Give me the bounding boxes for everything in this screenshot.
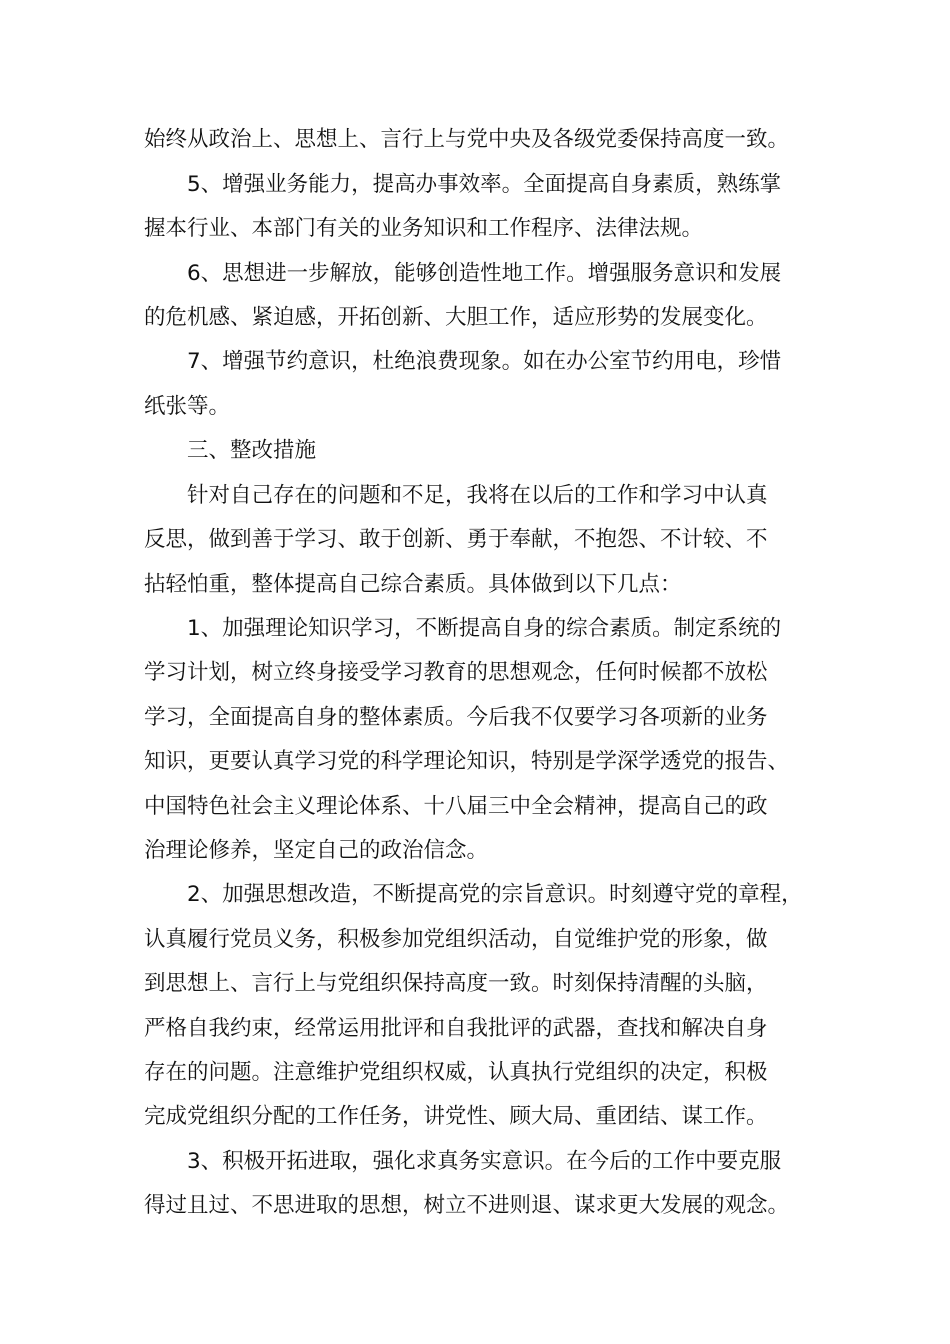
list-item-6: 6、思想进一步解放，能够创造性地工作。增强服务意识和发展 [187,261,782,286]
text-line: 治理论修养，坚定自己的政治信念。 [144,838,489,863]
text-line: 严格自我约束，经常运用批评和自我批评的武器，查找和解决自身 [144,1016,768,1041]
section-heading: 三、整改措施 [187,438,317,463]
text-line: 学习计划，树立终身接受学习教育的思想观念，任何时候都不放松 [144,660,768,685]
text-line: 到思想上、言行上与党组织保持高度一致。时刻保持清醒的头脑， [144,971,768,996]
paragraph-intro: 针对自己存在的问题和不足，我将在以后的工作和学习中认真 [187,483,768,508]
list-item-7: 7、增强节约意识，杜绝浪费现象。如在办公室节约用电，珍惜 [187,349,782,374]
list-item-1: 1、加强理论知识学习，不断提高自身的综合素质。制定系统的 [187,616,782,641]
text-line: 中国特色社会主义理论体系、十八届三中全会精神，提高自己的政 [144,794,768,819]
text-line: 完成党组织分配的工作任务，讲党性、顾大局、重团结、谋工作。 [144,1104,768,1129]
text-line: 的危机感、紧迫感，开拓创新、大胆工作，适应形势的发展变化。 [144,305,768,330]
list-item-5: 5、增强业务能力，提高办事效率。全面提高自身素质，熟练掌 [187,172,782,197]
text-line: 拈轻怕重，整体提高自己综合素质。具体做到以下几点： [144,572,682,597]
list-item-2: 2、加强思想改造，不断提高党的宗旨意识。时刻遵守党的章程， [187,882,803,907]
text-line: 纸张等。 [144,394,231,419]
text-line: 始终从政治上、思想上、言行上与党中央及各级党委保持高度一致。 [144,127,790,152]
text-line: 得过且过、不思进取的思想，树立不进则退、谋求更大发展的观念。 [144,1193,790,1218]
text-line: 知识，更要认真学习党的科学理论知识，特别是学深学透党的报告、 [144,749,790,774]
text-line: 握本行业、本部门有关的业务知识和工作程序、法律法规。 [144,216,704,241]
text-line: 存在的问题。注意维护党组织权威，认真执行党组织的决定，积极 [144,1060,768,1085]
list-item-3: 3、积极开拓进取，强化求真务实意识。在今后的工作中要克服 [187,1149,782,1174]
text-line: 学习，全面提高自身的整体素质。今后我不仅要学习各项新的业务 [144,705,768,730]
text-line: 认真履行党员义务，积极参加党组织活动，自觉维护党的形象，做 [144,927,768,952]
text-line: 反思，做到善于学习、敢于创新、勇于奉献，不抱怨、不计较、不 [144,527,768,552]
